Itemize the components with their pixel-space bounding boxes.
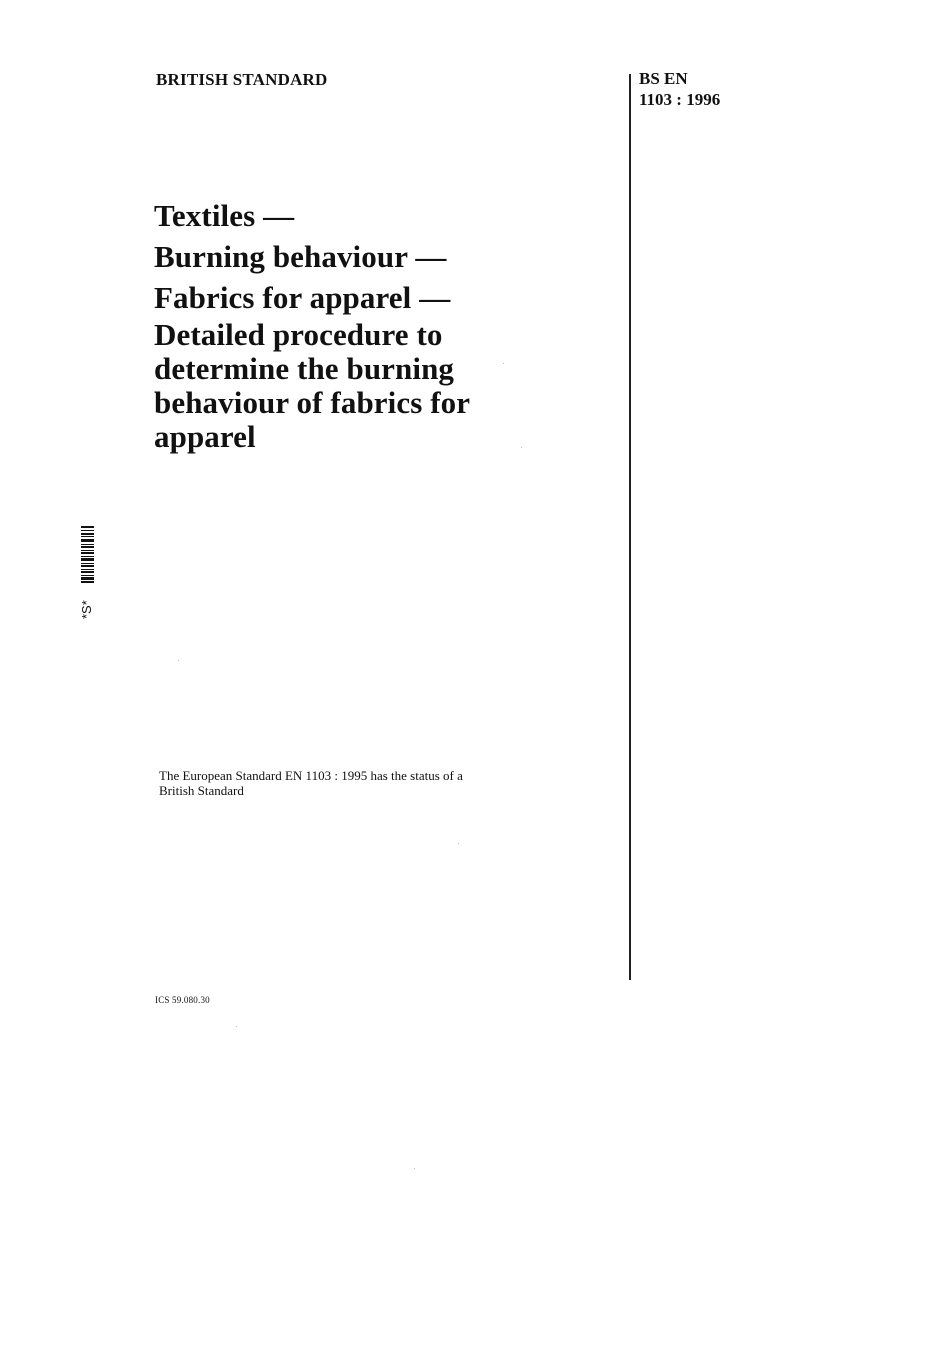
title-line: Textiles —: [154, 198, 295, 233]
scan-speck: [178, 660, 179, 661]
designation-line-2: 1103 : 1996: [639, 90, 721, 109]
scan-speck: [503, 363, 504, 364]
title-line: apparel: [154, 419, 256, 454]
barcode-icon: [81, 526, 94, 583]
series-label: BRITISH STANDARD: [156, 70, 328, 89]
barcode-caption: *S*: [79, 600, 94, 620]
title-line: behaviour of fabrics for: [154, 385, 471, 420]
title-line: Fabrics for apparel —: [154, 280, 451, 315]
title-line: Detailed procedure to: [154, 317, 443, 352]
scan-speck: [236, 1026, 237, 1027]
designation-line-1: BS EN: [639, 69, 688, 88]
status-note-line-1: The European Standard EN 1103 : 1995 has the status of a: [159, 768, 463, 783]
status-note-line-2: British Standard: [159, 783, 244, 798]
scan-speck: [414, 1168, 415, 1169]
status-note: [159, 768, 519, 798]
document-title: [154, 195, 574, 454]
standard-designation: [639, 68, 720, 110]
title-line: Burning behaviour —: [154, 239, 447, 274]
title-line: determine the burning: [154, 351, 455, 386]
ics-code: ICS 59.080.30: [155, 995, 210, 1005]
vertical-divider: [629, 74, 631, 980]
scan-speck: [521, 447, 522, 448]
scan-speck: [458, 843, 459, 844]
